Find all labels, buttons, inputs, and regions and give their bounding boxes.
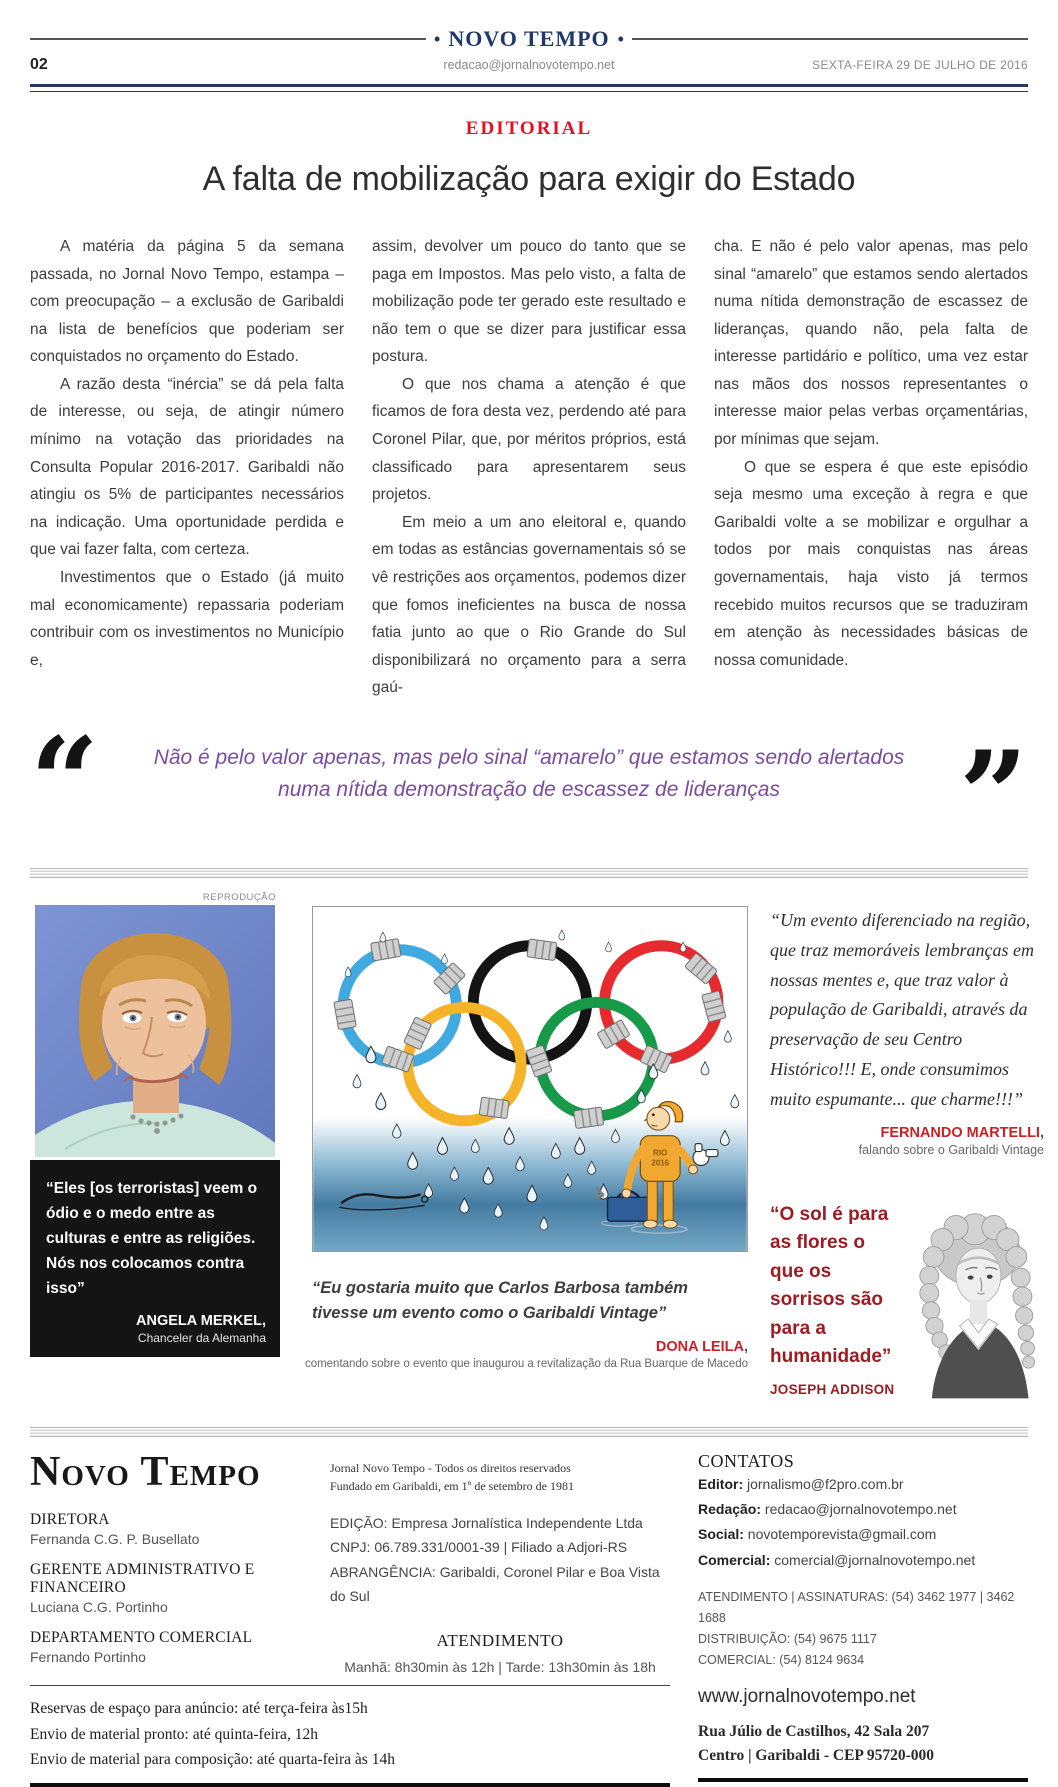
footer-contacts: [698, 1451, 1028, 1787]
article-column-3: [714, 233, 1028, 702]
pull-quote-text: Não é pelo valor apenas, mas pelo sinal “amarelo” que estamos sendo alertados numa nítida demonstração de escassez de lideranças: [153, 745, 905, 802]
masthead-rule-right: [632, 38, 1028, 40]
role-name: Fernando Portinho: [30, 1648, 146, 1665]
footer-masthead-block: [30, 1448, 330, 1495]
addison-block: [770, 1191, 1044, 1409]
footer: [30, 1448, 1028, 1787]
service-hours: Manhã: 8h30min às 12h | Tarde: 13h30min às 18h: [344, 1658, 656, 1675]
dona-leila-name: [312, 1339, 748, 1355]
close-quote-icon: ”: [958, 724, 1028, 866]
merkel-photo: [30, 905, 280, 1157]
masthead-title: NOVO TEMPO: [448, 26, 610, 51]
masthead-bullet-left: •: [434, 28, 441, 49]
deadline-line: Envio de material pronto: até quinta-feira, 12h: [30, 1725, 318, 1743]
footer-rights: [330, 1451, 670, 1495]
contact-line: [698, 1497, 1028, 1522]
merkel-role: Chanceler da Alemanha: [137, 1331, 266, 1346]
merkel-name: [46, 1313, 266, 1329]
footer-main: [30, 1448, 670, 1787]
rights-line: Jornal Novo Tempo - Todos os direitos reservados: [330, 1460, 571, 1475]
footer-edition-block: [330, 1511, 670, 1679]
role-name: Fernanda C.G. P. Busellato: [30, 1530, 200, 1547]
phone-line: COMERCIAL: (54) 8124 9634: [698, 1653, 865, 1668]
role-title: GERENTE ADMINISTRATIVO E FINANCEIRO: [30, 1560, 255, 1596]
paragraph: assim, devolver um pouco do tanto que se paga em Impostos. Mas pelo visto, a falta de mobilização pode ter gerado este resultado e não tem o que se dizer para justificar essa postura.: [372, 238, 686, 366]
martelli-name-suffix: ,: [1039, 1124, 1044, 1141]
masthead-row: [30, 26, 1028, 52]
address-block: [698, 1720, 1028, 1768]
article-title: A falta de mobilização para exigir do Estado: [202, 160, 856, 198]
phone-line: DISTRIBUIÇÃO: (54) 9675 1117: [698, 1632, 877, 1647]
phone-line: ATENDIMENTO | ASSINATURAS: (54) 3462 1977 | 3462 1688: [698, 1589, 1015, 1625]
addison-portrait: [906, 1191, 1044, 1409]
contact-value: comercial@jornalnovotempo.net: [774, 1551, 976, 1568]
footer-divider: [30, 1427, 1028, 1437]
cnpj-line: CNPJ: 06.789.331/0001-39 | Filiado a Adjori-RS: [330, 1539, 628, 1556]
merkel-name-text: ANGELA MERKEL: [136, 1313, 262, 1330]
role-item: [30, 1511, 330, 1547]
dona-leila-caption: comentando sobre o evento que inaugurou a revitalização da Rua Buarque de Macedo: [304, 1358, 748, 1371]
section-label: EDITORIAL: [465, 118, 593, 139]
founded-line: Fundado em Garibaldi, em 1º de setembro de 1981: [330, 1478, 574, 1493]
footer-roles: [30, 1511, 330, 1679]
paragraph: A matéria da página 5 da semana passada, no Jornal Novo Tempo, estampa – com preocupação – a exclusão de Garibaldi na lista de benefícios que poderiam ser conquistados no orçamento do Estado.: [30, 238, 344, 366]
role-title: DEPARTAMENTO COMERCIAL: [30, 1628, 253, 1646]
coverage-line: ABRANGÊNCIA: Garibaldi, Coronel Pilar e Boa Vista do Sul: [330, 1563, 660, 1605]
contact-line: [698, 1472, 1028, 1497]
contact-value: redacao@jornalnovotempo.net: [764, 1501, 957, 1518]
paragraph: Investimentos que o Estado (já muito mal economicamente) repassaria poderiam contribuir com os investimentos no Município e,: [30, 568, 344, 669]
deadlines-block: [30, 1685, 670, 1783]
footer-columns: [30, 1511, 670, 1679]
section-divider: [30, 868, 1028, 878]
dona-leila-name-text: DONA LEILA: [655, 1339, 744, 1356]
martelli-quote: “Um evento diferenciado na região, que traz memoráveis lembranças em nossas mentes e, que traz valor à população de Garibaldi, através da preservação de seu Centro Histórico!!! E, onde consumimos muito espumante... que charme!!!”: [770, 909, 1034, 1110]
footer-top: [30, 1448, 670, 1495]
merkel-column: [30, 884, 280, 1409]
contact-label: Social:: [698, 1526, 744, 1543]
masthead-bullet-right: •: [617, 28, 624, 49]
merkel-quote: “Eles [os terroristas] veem o ódio e o medo entre as culturas e entre as religiões. Nós nos colocamos contra isso”: [46, 1179, 258, 1298]
website-url: www.jornalnovotempo.net: [698, 1685, 916, 1707]
header-double-rule: [30, 84, 1028, 92]
contact-label: Editor:: [698, 1475, 744, 1492]
bottom-section: [30, 884, 1044, 1409]
role-item: [30, 1629, 330, 1665]
article-column-2: [372, 233, 686, 702]
addison-text: [770, 1191, 902, 1409]
addison-quote: “O sol é para as flores o que os sorrisos são para a humanidade”: [770, 1203, 892, 1368]
contact-line: [698, 1548, 1028, 1573]
header-meta-row: [30, 54, 1028, 80]
contact-label: Comercial:: [698, 1551, 771, 1568]
address-line-2: Centro | Garibaldi - CEP 95720-000: [698, 1746, 935, 1764]
phones-block: [698, 1587, 1028, 1672]
martelli-name: [770, 1125, 1044, 1141]
deadline-line: Reservas de espaço para anúncio: até terça-feira às15h: [30, 1699, 368, 1717]
page-header: [30, 26, 1028, 92]
contact-value: novotemporevista@gmail.com: [747, 1526, 937, 1543]
dona-leila-name-suffix: ,: [743, 1339, 748, 1356]
article-columns: [30, 233, 1028, 702]
paragraph: A razão desta “inércia” se dá pela falta de interesse, ou seja, de atingir número mínimo na votação das prioridades na Consulta Popular 2016-2017. Garibaldi não atingiu os 5% de participantes necessários na indicação. Uma oportunidade perdida e que vai fazer falta, com certeza.: [30, 375, 344, 559]
pull-quote: [30, 710, 1028, 866]
merkel-name-suffix: ,: [261, 1313, 266, 1330]
header-email: redacao@jornalnovotempo.net: [443, 58, 615, 72]
svg-text:RIO: RIO: [653, 1148, 668, 1158]
addison-name: JOSEPH ADDISON: [770, 1381, 895, 1397]
article-column-1: [30, 233, 344, 702]
service-title: ATENDIMENTO: [436, 1630, 564, 1650]
header-date: SEXTA-FEIRA 29 DE JULHO DE 2016: [812, 58, 1028, 72]
footer-bottom-rule-right: [698, 1778, 1028, 1782]
address-line-1: Rua Júlio de Castilhos, 42 Sala 207: [698, 1722, 930, 1740]
deadline-line: Envio de material para composição: até quarta-feira às 14h: [30, 1751, 395, 1769]
martelli-caption: falando sobre o Garibaldi Vintage: [858, 1142, 1044, 1157]
svg-text:2016: 2016: [651, 1158, 670, 1168]
footer-masthead: Novo Tempo: [30, 1448, 261, 1495]
paragraph: Em meio a um ano eleitoral e, quando em todas as estâncias governamentais só se vê restrições aos orçamentos, podemos dizer que fomos ineficientes na busca de nossa fatia junto ao que o Rio Grande do Sul disponibilizará no orçamento para a serra gaú-: [372, 513, 686, 697]
photo-credit: REPRODUÇÃO: [202, 891, 276, 903]
open-quote-icon: “: [30, 710, 100, 852]
masthead-rule-left: [30, 38, 426, 40]
dona-leila-quote: “Eu gostaria muito que Carlos Barbosa também tivesse um evento como o Garibaldi Vintage”: [312, 1278, 688, 1322]
contact-value: jornalismo@f2pro.com.br: [747, 1475, 904, 1492]
role-title: DIRETORA: [30, 1510, 110, 1528]
role-item: [30, 1561, 330, 1615]
merkel-quote-box: [30, 1160, 280, 1358]
service-block: [330, 1631, 670, 1675]
paragraph: cha. E não é pelo valor apenas, mas pelo sinal “amarelo” que estamos sendo alertados numa nítida demonstração de escassez de lideranças, quando não, pela falta de interesse partidário e político, uma vez estar nas mãos dos nossos representantes o interesse maior pelas verbas orçamentárias, por mínimas que sejam.: [714, 238, 1028, 449]
contact-label: Redação:: [698, 1501, 762, 1518]
paragraph: O que nos chama a atenção é que ficamos de fora desta vez, perdendo até para Coronel Pilar, que, por méritos próprios, está classificado para apresentarem seus projetos.: [372, 375, 686, 504]
quotes-column: [748, 884, 1044, 1409]
contact-line: [698, 1522, 1028, 1547]
martelli-name-text: FERNANDO MARTELLI: [880, 1124, 1040, 1141]
role-name: Luciana C.G. Portinho: [30, 1598, 168, 1615]
paragraph: O que se espera é que este episódio seja mesmo uma exceção à regra e que Garibaldi volte a se mobilizar e orgulhar a todos por mais conquistas nas áreas governamentais, haja visto já termos recebido muitos recursos que se traduziram em atenção às necessidades básicas de nossa comunidade.: [714, 458, 1028, 669]
edition-line: EDIÇÃO: Empresa Jornalística Independente Ltda: [330, 1514, 643, 1531]
cartoon-column: [304, 884, 748, 1409]
page-number: 02: [30, 56, 48, 73]
footer-bottom-rule-left: [30, 1783, 670, 1787]
contacts-title: CONTATOS: [698, 1450, 795, 1471]
olympic-rings-cartoon: [312, 906, 748, 1252]
